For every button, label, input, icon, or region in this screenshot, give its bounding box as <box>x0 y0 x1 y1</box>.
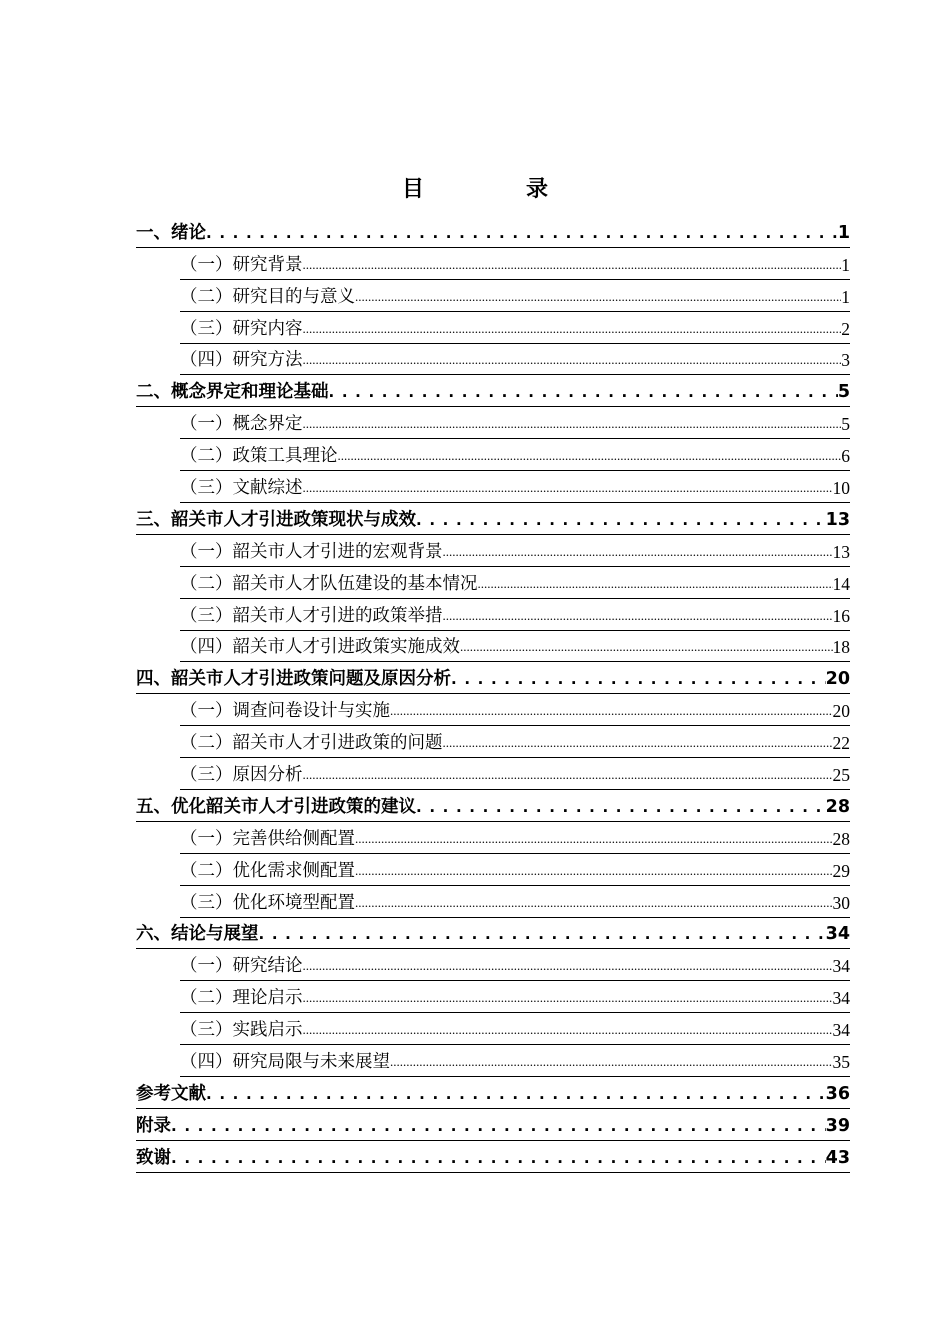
toc-page-number: 36 <box>825 1083 850 1104</box>
toc-title: 目 录 <box>401 177 588 202</box>
table-of-contents <box>136 216 850 1173</box>
dot-leader <box>303 986 833 1009</box>
toc-page-number: 34 <box>825 924 850 945</box>
toc-entry-label: （三）实践启示 <box>180 1020 303 1041</box>
toc-chapter-link[interactable] <box>136 918 850 950</box>
toc-entry-label: 二、概念界定和理论基础 <box>136 382 329 403</box>
toc-section-link[interactable] <box>180 1045 850 1077</box>
toc-page-number: 10 <box>832 478 850 499</box>
toc-chapter-link[interactable] <box>136 1109 850 1141</box>
toc-entry-label: 致谢 <box>136 1147 171 1168</box>
toc-chapter-link[interactable] <box>136 1077 850 1109</box>
toc-entry-label: （一）概念界定 <box>180 414 303 435</box>
dot-leader <box>303 763 833 786</box>
toc-entry-label: （三）文献综述 <box>180 478 303 499</box>
dot-leader <box>355 827 833 850</box>
dot-leader <box>259 923 826 945</box>
toc-chapter-link[interactable] <box>136 375 850 407</box>
toc-page-number: 22 <box>832 733 850 754</box>
toc-page-number: 25 <box>832 765 850 786</box>
toc-page-number: 16 <box>832 605 850 626</box>
toc-section-link[interactable] <box>180 822 850 854</box>
toc-section-link[interactable] <box>180 344 850 376</box>
toc-page-number: 20 <box>825 669 850 690</box>
toc-entry-label: （一）研究背景 <box>180 254 303 275</box>
toc-section-link[interactable] <box>180 758 850 790</box>
toc-entry-label: （二）研究目的与意义 <box>180 286 355 307</box>
toc-entry-label: （三）韶关市人才引进的政策举措 <box>180 605 443 626</box>
toc-page-number: 1 <box>841 254 850 275</box>
toc-section-link[interactable] <box>180 471 850 503</box>
toc-entry-label: 六、结论与展望 <box>136 924 259 945</box>
toc-entry-label: 一、绪论 <box>136 222 206 243</box>
toc-entry-label: （三）优化环境型配置 <box>180 892 355 913</box>
toc-page-number: 13 <box>832 541 850 562</box>
dot-leader <box>451 668 826 690</box>
toc-section-link[interactable] <box>180 567 850 599</box>
dot-leader <box>303 476 833 499</box>
toc-page-number: 5 <box>841 414 850 435</box>
toc-page-number: 13 <box>825 509 850 530</box>
toc-chapter-link[interactable] <box>136 790 850 822</box>
dot-leader <box>416 509 826 531</box>
dot-leader <box>390 1050 833 1073</box>
dot-leader <box>303 954 833 977</box>
toc-section-link[interactable] <box>180 439 850 471</box>
toc-entry-label: 参考文献 <box>136 1083 206 1104</box>
toc-chapter-link[interactable] <box>136 662 850 694</box>
toc-entry-label: 四、韶关市人才引进政策问题及原因分析 <box>136 669 451 690</box>
toc-page-number: 3 <box>841 350 850 371</box>
dot-leader <box>206 1083 826 1105</box>
toc-page-number: 34 <box>832 988 850 1009</box>
toc-page-number: 2 <box>841 318 850 339</box>
toc-page-number: 35 <box>832 1052 850 1073</box>
toc-page-number: 1 <box>837 222 850 243</box>
toc-page-number: 14 <box>832 573 850 594</box>
toc-entry-label: 五、优化韶关市人才引进政策的建议 <box>136 796 416 817</box>
dot-leader <box>329 381 838 403</box>
toc-section-link[interactable] <box>180 1013 850 1045</box>
dot-leader <box>338 444 842 467</box>
toc-page-number: 6 <box>841 446 850 467</box>
dot-leader <box>303 1018 833 1041</box>
toc-page-number: 1 <box>841 286 850 307</box>
toc-section-link[interactable] <box>180 280 850 312</box>
toc-section-link[interactable] <box>180 854 850 886</box>
toc-page-number: 39 <box>825 1115 850 1136</box>
toc-page-number: 28 <box>832 828 850 849</box>
dot-leader <box>416 796 826 818</box>
dot-leader <box>171 1147 826 1169</box>
toc-entry-label: （四）韶关市人才引进政策实施成效 <box>180 637 460 658</box>
dot-leader <box>478 572 833 595</box>
toc-page-number: 34 <box>832 1020 850 1041</box>
toc-entry-label: （一）完善供给侧配置 <box>180 828 355 849</box>
toc-entry-label: （二）政策工具理论 <box>180 446 338 467</box>
toc-section-link[interactable] <box>180 535 850 567</box>
toc-page-number: 43 <box>825 1147 850 1168</box>
toc-entry-label: （四）研究方法 <box>180 350 303 371</box>
toc-section-link[interactable] <box>180 981 850 1013</box>
toc-page-number: 18 <box>832 637 850 658</box>
toc-entry-label: （一）研究结论 <box>180 956 303 977</box>
toc-entry-label: （二）韶关市人才引进政策的问题 <box>180 733 443 754</box>
toc-section-link[interactable] <box>180 631 850 663</box>
dot-leader <box>390 699 833 722</box>
toc-section-link[interactable] <box>180 886 850 918</box>
toc-page-number: 29 <box>832 860 850 881</box>
toc-section-link[interactable] <box>180 949 850 981</box>
dot-leader <box>443 731 833 754</box>
toc-entry-label: （三）研究内容 <box>180 318 303 339</box>
dot-leader <box>355 285 841 308</box>
toc-entry-label: （一）韶关市人才引进的宏观背景 <box>180 541 443 562</box>
dot-leader <box>355 859 833 882</box>
toc-page-number: 28 <box>825 796 850 817</box>
toc-section-link[interactable] <box>180 694 850 726</box>
dot-leader <box>303 253 842 276</box>
dot-leader <box>443 540 833 563</box>
dot-leader <box>303 348 842 371</box>
toc-section-link[interactable] <box>180 248 850 280</box>
toc-entry-label: （二）韶关市人才队伍建设的基本情况 <box>180 573 478 594</box>
toc-entry-label: （二）理论启示 <box>180 988 303 1009</box>
dot-leader <box>303 317 842 340</box>
toc-entry-label: 三、韶关市人才引进政策现状与成效 <box>136 509 416 530</box>
toc-entry-label: （四）研究局限与未来展望 <box>180 1052 390 1073</box>
toc-entry-label: （二）优化需求侧配置 <box>180 860 355 881</box>
dot-leader <box>460 635 833 658</box>
toc-section-link[interactable] <box>180 312 850 344</box>
toc-entry-label: （三）原因分析 <box>180 765 303 786</box>
toc-section-link[interactable] <box>180 407 850 439</box>
toc-chapter-link[interactable] <box>136 503 850 535</box>
toc-section-link[interactable] <box>180 726 850 758</box>
dot-leader <box>443 604 833 627</box>
dot-leader <box>355 891 833 914</box>
toc-section-link[interactable] <box>180 599 850 631</box>
toc-entry-label: （一）调查问卷设计与实施 <box>180 701 390 722</box>
toc-entry-label: 附录 <box>136 1115 171 1136</box>
dot-leader <box>303 412 842 435</box>
toc-chapter-link[interactable] <box>136 1141 850 1173</box>
toc-page-number: 30 <box>832 892 850 913</box>
toc-page-number: 5 <box>837 382 850 403</box>
dot-leader <box>206 222 838 244</box>
dot-leader <box>171 1115 826 1137</box>
toc-page-number: 20 <box>832 701 850 722</box>
toc-chapter-link[interactable] <box>136 216 850 248</box>
toc-page-number: 34 <box>832 956 850 977</box>
